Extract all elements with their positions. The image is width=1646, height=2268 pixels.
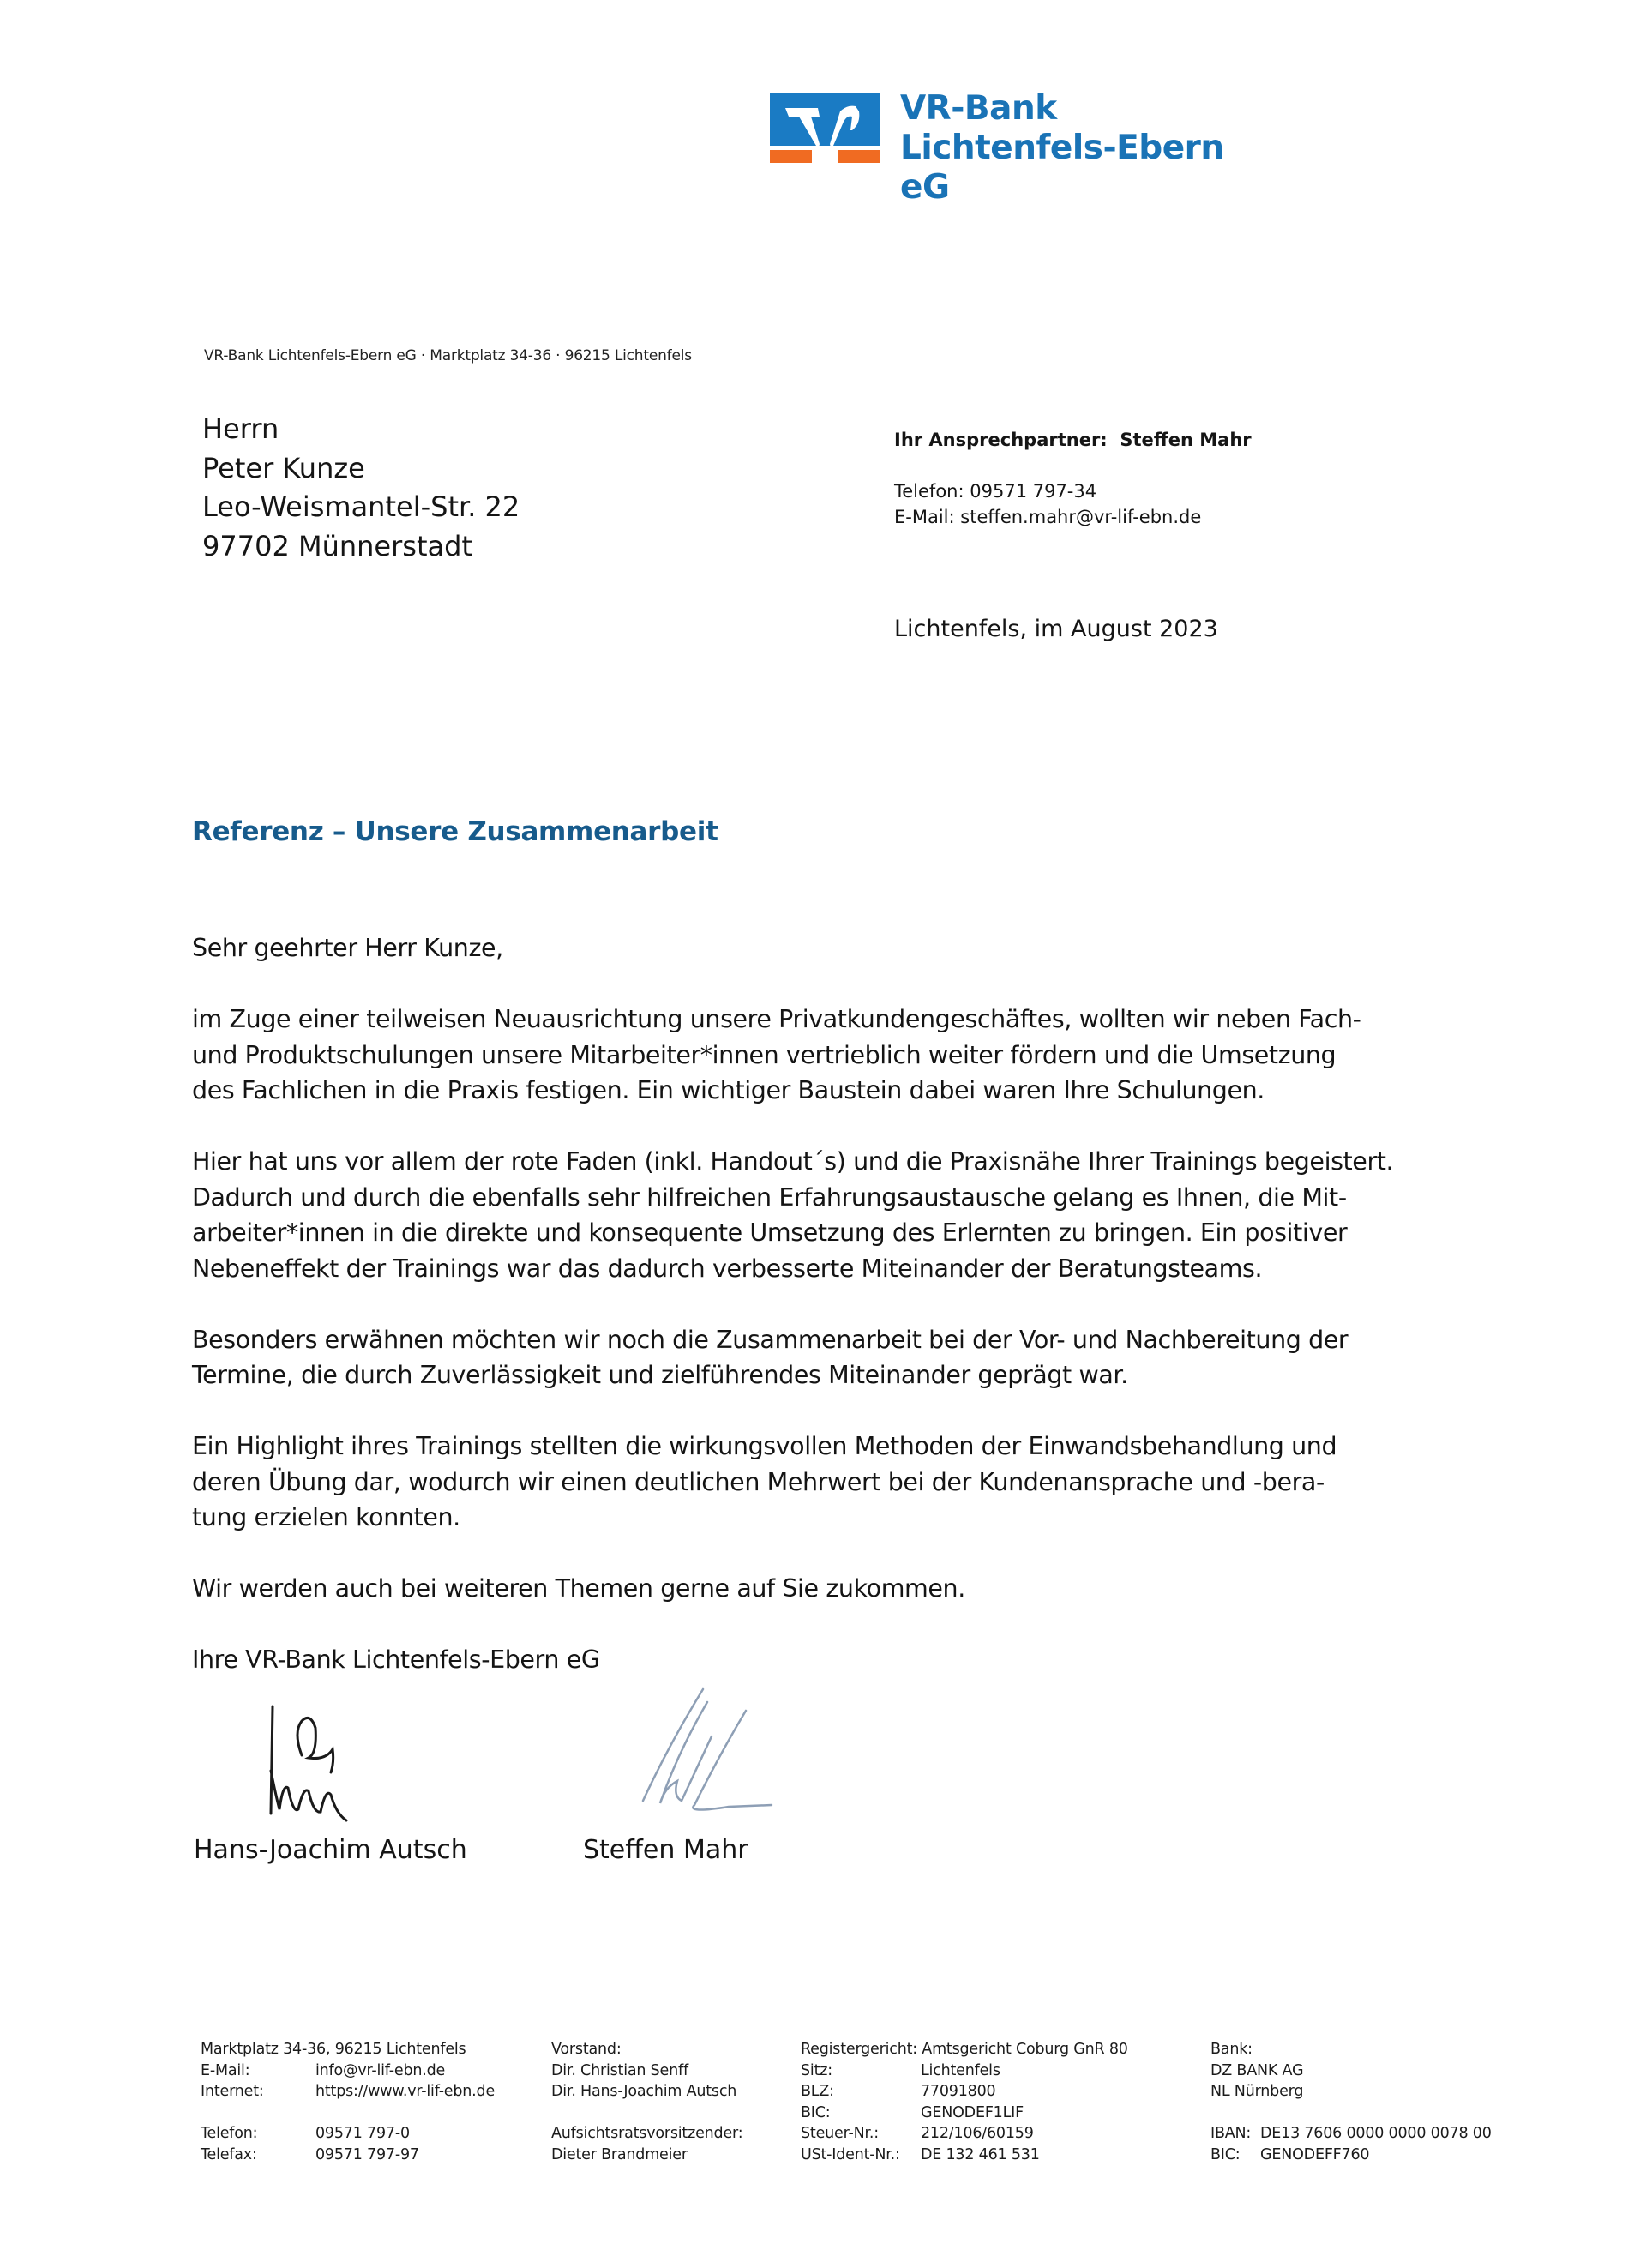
footer-iban-row — [1210, 2123, 1492, 2145]
body-paragraph — [192, 1429, 1461, 1536]
footer-internet-row — [201, 2081, 495, 2103]
contact-email-label: E-Mail: — [894, 507, 955, 527]
footer-blz-label: BLZ: — [801, 2083, 834, 2100]
footer-register-row — [801, 2103, 1128, 2124]
contact-label: Ihr Ansprechpartner: — [894, 430, 1108, 450]
footer-phone-row — [201, 2123, 495, 2145]
footer-blz-value: 77091800 — [921, 2083, 996, 2100]
body-line: im Zuge einer teilweisen Neuausrichtung unsere Privatkundengeschäftes, wollten wir neben Fach- — [192, 1005, 1361, 1033]
letterhead-logo — [770, 89, 1284, 207]
signatory-name-autsch: Hans-Joachim Autsch — [194, 1835, 467, 1865]
body-line: Wir werden auch bei weiteren Themen gerne auf Sie zukommen. — [192, 1574, 965, 1603]
footer-bic-value: GENODEF1LIF — [921, 2103, 1024, 2121]
footer-phone-value: 09571 797-0 — [315, 2125, 410, 2142]
footer-email-row — [201, 2060, 495, 2082]
footer-bank-label: Bank: — [1210, 2041, 1253, 2058]
footer-vat-value: DE 132 461 531 — [921, 2145, 1040, 2163]
body-line: Ein Highlight ihres Trainings stellten die wirkungsvollen Methoden der Einwandsbehandlung und — [192, 1432, 1337, 1460]
footer-internet-value[interactable]: https://www.vr-lif-ebn.de — [315, 2083, 496, 2100]
contact-email — [894, 504, 1252, 530]
body-line: und Produktschulungen unsere Mitarbeiter*innen vertrieblich weiter fördern und die Umsetzung — [192, 1040, 1337, 1069]
footer-tax-value: 212/106/60159 — [921, 2125, 1034, 2142]
signature-mahr — [600, 1685, 789, 1822]
body-line: des Fachlichen in die Praxis festigen. Ein wichtiger Baustein dabei waren Ihre Schulungen. — [192, 1076, 1265, 1104]
contact-block — [894, 427, 1252, 530]
footer-supervisory-label: Aufsichtsratsvorsitzender: — [551, 2125, 743, 2142]
contact-phone — [894, 478, 1252, 504]
footer-board-label: Vorstand: — [551, 2041, 622, 2058]
footer-email-label: E-Mail: — [201, 2061, 250, 2079]
body-line: Dadurch und durch die ebenfalls sehr hilfreichen Erfahrungsaustausche gelang es Ihnen, die Mit- — [192, 1182, 1347, 1212]
letter-body — [192, 930, 1461, 1713]
footer-board-member: Dir. Christian Senff — [551, 2061, 688, 2079]
letter-subject: Referenz – Unsere Zusammenarbeit — [192, 816, 718, 847]
footer-board-column — [551, 2039, 742, 2165]
body-paragraph — [192, 1002, 1461, 1109]
contact-phone-value: 09571 797-34 — [970, 481, 1097, 502]
footer-phone-label: Telefon: — [201, 2125, 258, 2142]
closing-sentence — [192, 1571, 1461, 1607]
recipient-address — [202, 410, 520, 566]
footer-iban-label: IBAN: — [1210, 2125, 1252, 2142]
volksbank-raiffeisenbank-logo-icon — [770, 93, 880, 166]
recipient-salutation: Herrn — [202, 412, 279, 445]
footer-bank-name: DZ BANK AG — [1210, 2061, 1304, 2079]
letter-date: Lichtenfels, im August 2023 — [894, 616, 1218, 642]
footer-register-row — [801, 2081, 1128, 2103]
body-line: Ihre VR-Bank Lichtenfels-Ebern eG — [192, 1645, 600, 1674]
footer-tax-label: Steuer-Nr.: — [801, 2125, 879, 2142]
footer-register-row — [801, 2123, 1128, 2145]
contact-name: Steffen Mahr — [1120, 430, 1252, 450]
body-line: deren Übung dar, wodurch wir einen deutlichen Mehrwert bei der Kundenansprache und -bera- — [192, 1467, 1325, 1496]
footer-bank-column — [1210, 2039, 1492, 2165]
footer-contact-column — [201, 2039, 495, 2165]
body-line: Besonders erwähnen möchten wir noch die Zusammenarbeit bei der Vor- und Nachbereitung der — [192, 1325, 1349, 1354]
footer-board-member: Dir. Hans-Joachim Autsch — [551, 2083, 737, 2100]
body-line: Nebeneffekt der Trainings war das dadurch verbesserte Miteinander der Beratungsteams. — [192, 1254, 1263, 1283]
footer-fax-label: Telefax: — [201, 2145, 257, 2163]
footer-register-row — [801, 2145, 1128, 2166]
body-line: arbeiter*innen in die direkte und konsequente Umsetzung des Erlernten zu bringen. Ein positiver — [192, 1218, 1348, 1247]
body-line: tung erzielen konnten. — [192, 1503, 460, 1531]
bank-name — [900, 89, 1284, 208]
footer-bic-label: BIC: — [801, 2103, 831, 2121]
signatory-name-mahr: Steffen Mahr — [583, 1835, 748, 1865]
signature-autsch — [257, 1702, 386, 1831]
recipient-city: 97702 Münnerstadt — [202, 529, 472, 562]
footer-seat-label: Sitz: — [801, 2061, 832, 2079]
footer-bank-bic-row — [1210, 2145, 1492, 2166]
footer-email-value[interactable]: info@vr-lif-ebn.de — [315, 2061, 446, 2079]
footer-bank-bic-label: BIC: — [1210, 2145, 1241, 2163]
sign-off — [192, 1642, 1461, 1678]
body-line: Termine, die durch Zuverlässigkeit und zielführendes Miteinander geprägt war. — [192, 1361, 1128, 1389]
footer-fax-row — [201, 2145, 495, 2166]
footer-internet-label: Internet: — [201, 2083, 264, 2100]
footer-address: Marktplatz 34-36, 96215 Lichtenfels — [201, 2041, 466, 2058]
footer-fax-value: 09571 797-97 — [315, 2145, 419, 2163]
body-paragraph — [192, 1322, 1461, 1393]
bank-name-line2: Lichtenfels-Ebern eG — [900, 129, 1224, 207]
footer-bank-bic-value: GENODEFF760 — [1260, 2145, 1370, 2163]
bank-name-line1: VR-Bank — [900, 89, 1057, 128]
recipient-street: Leo-Weismantel-Str. 22 — [202, 490, 520, 523]
sender-return-address: VR-Bank Lichtenfels-Ebern eG · Marktplatz 34-36 · 96215 Lichtenfels — [204, 347, 692, 364]
recipient-name: Peter Kunze — [202, 451, 365, 484]
footer-bank-branch: NL Nürnberg — [1210, 2083, 1304, 2100]
contact-email-value[interactable]: steffen.mahr@vr-lif-ebn.de — [960, 507, 1202, 527]
contact-phone-label: Telefon: — [894, 481, 964, 502]
footer-register-row — [801, 2060, 1128, 2082]
greeting: Sehr geehrter Herr Kunze, — [192, 934, 503, 962]
body-line: Hier hat uns vor allem der rote Faden (inkl. Handout´s) und die Praxisnähe Ihrer Trainings begeistert. — [192, 1147, 1394, 1176]
footer-register-column — [801, 2039, 1128, 2165]
footer-iban-value: DE13 7606 0000 0000 0078 00 — [1260, 2125, 1492, 2142]
footer-vat-label: USt-Ident-Nr.: — [801, 2145, 900, 2163]
footer-supervisory-name: Dieter Brandmeier — [551, 2145, 688, 2163]
body-paragraph — [192, 1144, 1461, 1286]
footer-seat-value: Lichtenfels — [921, 2061, 1000, 2079]
contact-person — [894, 427, 1252, 453]
footer-register: Registergericht: Amtsgericht Coburg GnR 80 — [801, 2041, 1128, 2058]
